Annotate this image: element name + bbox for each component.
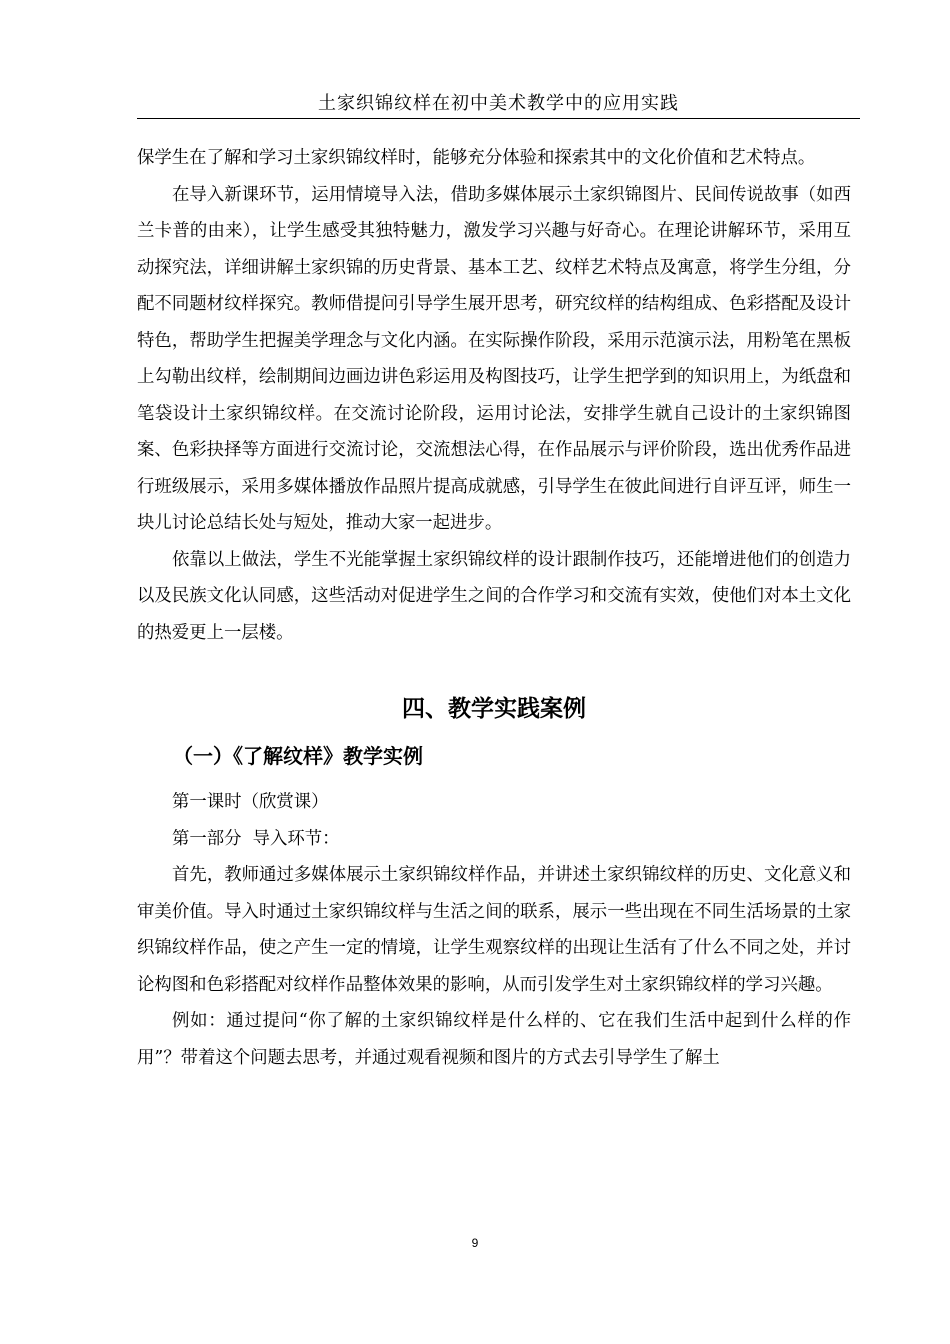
page-number: 9 [471, 1236, 479, 1250]
page-body [137, 140, 851, 1076]
paragraph: 首先，教师通过多媒体展示土家织锦纹样作品，并讲述土家织锦纹样的历史、文化意义和审美价值。导入时通过土家织锦纹样与生活之间的联系，展示一些出现在不同生活场景的土家织锦纹样作品，使之产生一定的情境，让学生观察纹样的出现让生活有了什么不同之处，并讨论构图和色彩搭配对纹样作品整体效果的影响，从而引发学生对土家织锦纹样的学习兴趣。 [137, 865, 851, 995]
paragraph: 第一课时（欣赏课） [172, 792, 329, 812]
running-header: 土家织锦纹样在初中美术教学中的应用实践 [318, 93, 679, 114]
paragraph: 第一部分 导入环节： [172, 828, 340, 849]
section-heading: 四、教学实践案例 [402, 696, 586, 722]
subsection-heading: （一）《了解纹样》教学实例 [173, 744, 423, 768]
paragraph: 例如：通过提问“你了解的土家织锦纹样是什么样的、它在我们生活中起到什么样的作用”？带着这个问题去思考，并通过观看视频和图片的方式去引导学生了解土 [137, 1011, 851, 1068]
paragraph: 保学生在了解和学习土家织锦纹样时，能够充分体验和探索其中的文化价值和艺术特点。 [137, 148, 816, 168]
header-rule [137, 118, 860, 119]
paragraph: 依靠以上做法，学生不光能掌握土家织锦纹样的设计跟制作技巧，还能增进他们的创造力以及民族文化认同感，这些活动对促进学生之间的合作学习和交流有实效，使他们对本土文化的热爱更上一层楼。 [137, 549, 851, 643]
paragraph: 在导入新课环节，运用情境导入法，借助多媒体展示土家织锦图片、民间传说故事（如西兰卡普的由来），让学生感受其独特魅力，激发学习兴趣与好奇心。在理论讲解环节，采用互动探究法，详细讲解土家织锦的历史背景、基本工艺、纹样艺术特点及寓意，将学生分组，分配不同题材纹样探究。教师借提问引导学生展开思考，研究纹样的结构组成、色彩搭配及设计特色，帮助学生把握美学理念与文化内涵。在实际操作阶段，采用示范演示法，用粉笔在黑板上勾勒出纹样，绘制期间边画边讲色彩运用及构图技巧，让学生把学到的知识用上，为纸盘和笔袋设计土家织锦纹样。在交流讨论阶段，运用讨论法，安排学生就自己设计的土家织锦图案、色彩抉择等方面进行交流讨论，交流想法心得，在作品展示与评价阶段，选出优秀作品进行班级展示，采用多媒体播放作品照片提高成就感，引导学生在彼此间进行自评互评，师生一块儿讨论总结长处与短处，推动大家一起进步。 [137, 184, 851, 533]
